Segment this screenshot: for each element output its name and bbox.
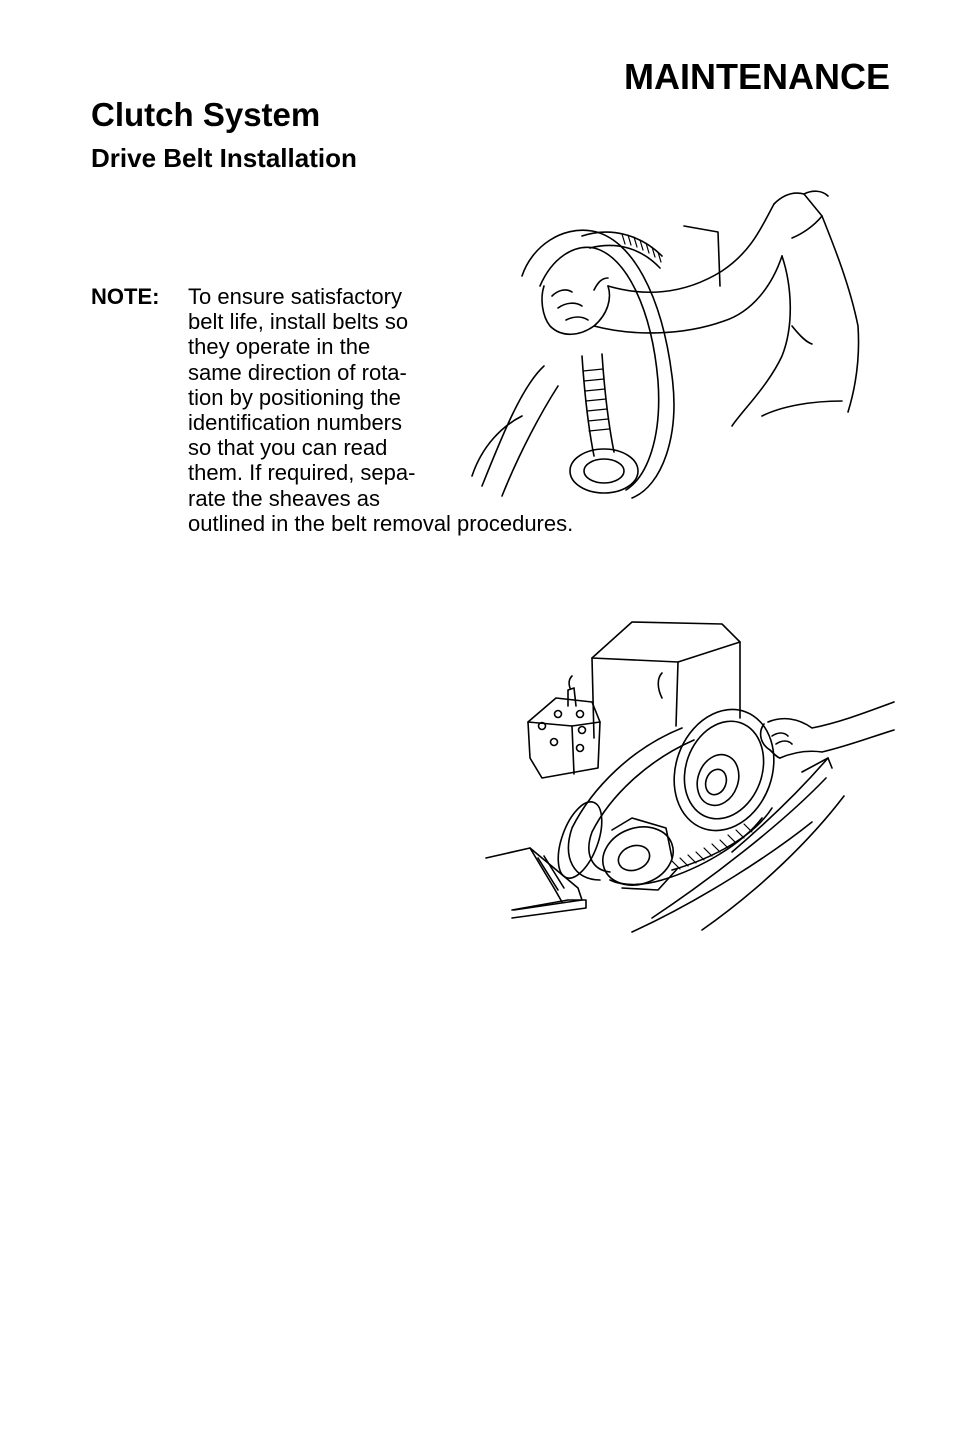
note-line: rate the sheaves as — [188, 485, 381, 511]
note-line: them. If required, sepa- — [188, 460, 416, 486]
page-title: Clutch System — [91, 96, 321, 133]
note-line: belt life, install belts so — [188, 309, 409, 335]
note-line: To ensure satisfactory — [188, 284, 402, 309]
clutch-belt-illustration — [482, 618, 896, 936]
note-line: tion by positioning the — [188, 384, 401, 410]
sub-title: Drive Belt Installation — [91, 143, 357, 173]
section-header: MAINTENANCE — [624, 56, 890, 97]
note-line: they operate in the — [188, 334, 371, 360]
note-label: NOTE: — [91, 284, 160, 309]
note-line: outlined in the belt removal procedures. — [188, 510, 574, 536]
note-line: identification numbers — [188, 410, 403, 436]
note-line: same direction of rota- — [188, 359, 407, 385]
note-line: so that you can read — [188, 435, 388, 461]
belt-installation-illustration — [462, 186, 862, 502]
